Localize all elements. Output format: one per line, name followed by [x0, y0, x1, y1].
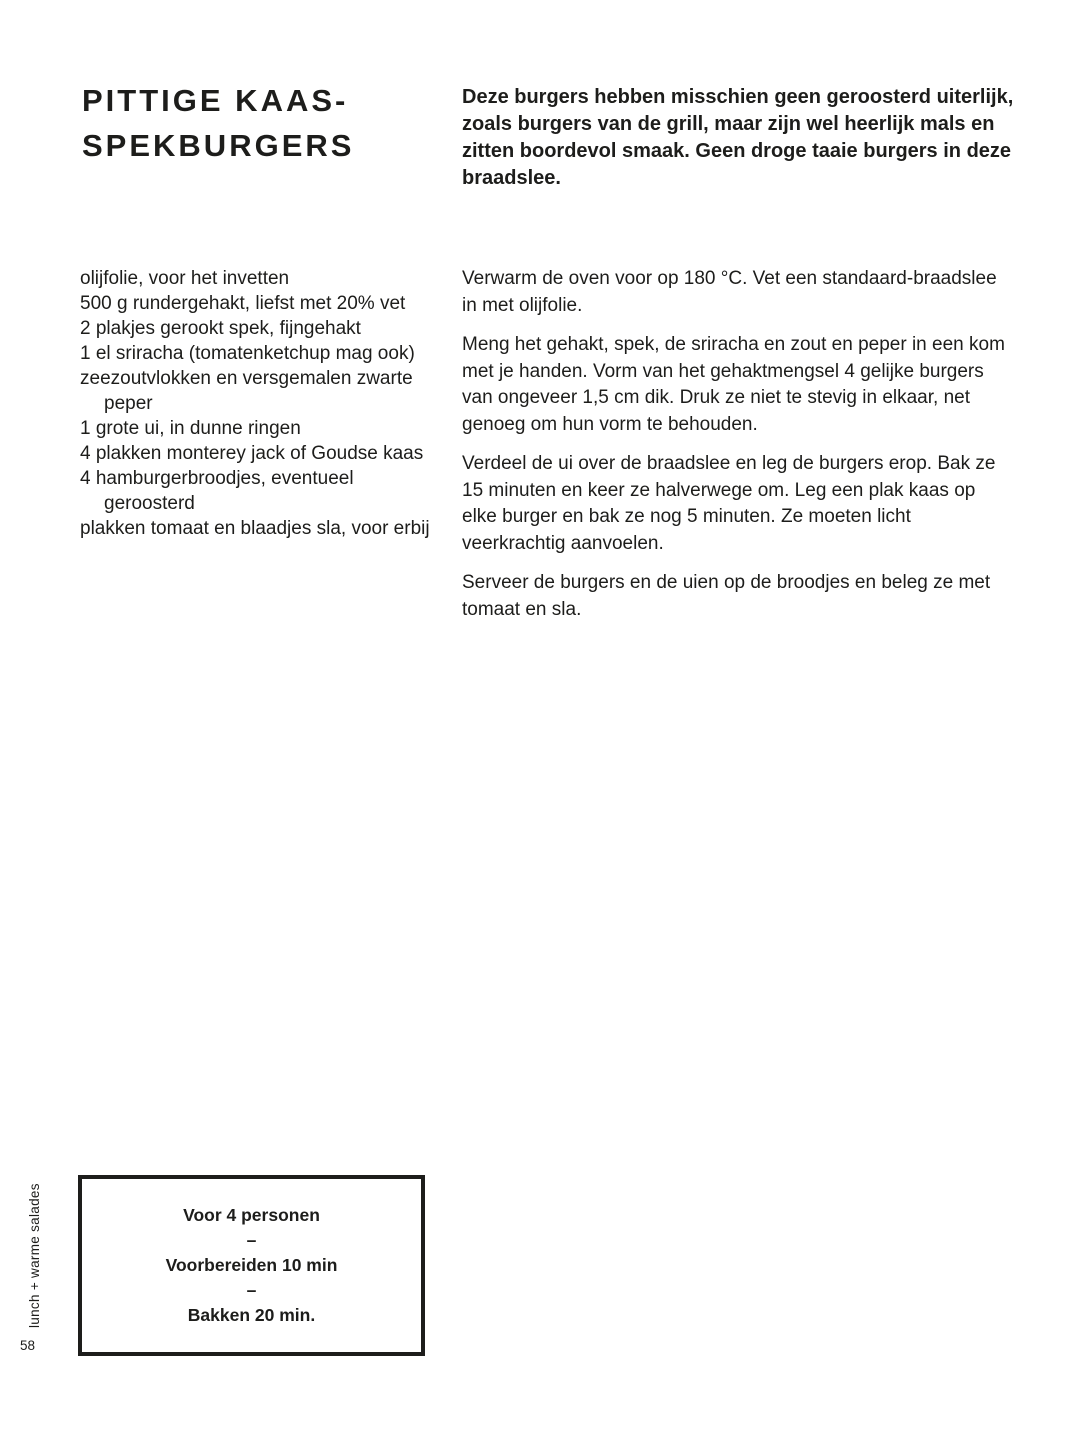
instruction-step: Meng het gehakt, spek, de sriracha en zout en peper in een kom met je handen. Vorm van het gehaktmengsel 4 gelijke burgers van ongeveer 1,5 cm dik. Druk ze niet te stevig in elkaar, net genoeg om hun vorm te behouden.	[462, 334, 1005, 435]
ingredient-item: 2 plakjes gerookt spek, fijngehakt	[80, 318, 361, 339]
ingredient-item: 500 g rundergehakt, liefst met 20% vet	[80, 293, 406, 314]
ingredient-item: 1 grote ui, in dunne ringen	[80, 418, 301, 439]
serving-info-box	[78, 1175, 425, 1356]
instruction-step: Verwarm de oven voor op 180 °C. Vet een standaard-braadslee in met olijfolie.	[462, 268, 997, 316]
ingredient-item: 1 el sriracha (tomatenketchup mag ook)	[80, 343, 415, 364]
recipe-title-line1: PITTIGE KAAS-	[82, 83, 349, 118]
divider-dash: –	[246, 1280, 257, 1300]
instructions	[462, 266, 1012, 636]
recipe-intro: Deze burgers hebben misschien geen geroosterd uiterlijk, zoals burgers van de grill, maar zijn wel heerlijk mals en zitten boordevol smaak. Geen droge taaie burgers in deze braadslee.	[462, 86, 1014, 189]
ingredient-item: zeezoutvlokken en versgemalen zwarte peper	[80, 368, 413, 414]
servings-label: Voor 4 personen	[183, 1205, 320, 1225]
ingredient-item: plakken tomaat en blaadjes sla, voor erbij	[80, 518, 430, 539]
page-number: 58	[20, 1338, 36, 1353]
instruction-step: Verdeel de ui over de braadslee en leg de burgers erop. Bak ze 15 minuten en keer ze halverwege om. Leg een plak kaas op elke burger en bak ze nog 5 minuten. Ze moeten licht veerkrachtig aanvoelen.	[462, 453, 996, 554]
ingredient-item: 4 hamburgerbroodjes, eventueel geroosterd	[80, 468, 354, 514]
ingredient-item: 4 plakken monterey jack of Goudse kaas	[80, 443, 424, 464]
page-title	[82, 78, 462, 168]
section-label: lunch + warme salades	[27, 1183, 42, 1328]
ingredients-list	[80, 266, 440, 541]
prep-time-label: Voorbereiden 10 min	[165, 1255, 338, 1275]
bake-time-label: Bakken 20 min.	[187, 1305, 316, 1325]
recipe-title-line2: SPEKBURGERS	[82, 128, 355, 163]
divider-dash: –	[246, 1230, 257, 1250]
ingredient-item: olijfolie, voor het invetten	[80, 268, 290, 289]
instruction-step: Serveer de burgers en de uien op de broodjes en beleg ze met tomaat en sla.	[462, 572, 991, 620]
